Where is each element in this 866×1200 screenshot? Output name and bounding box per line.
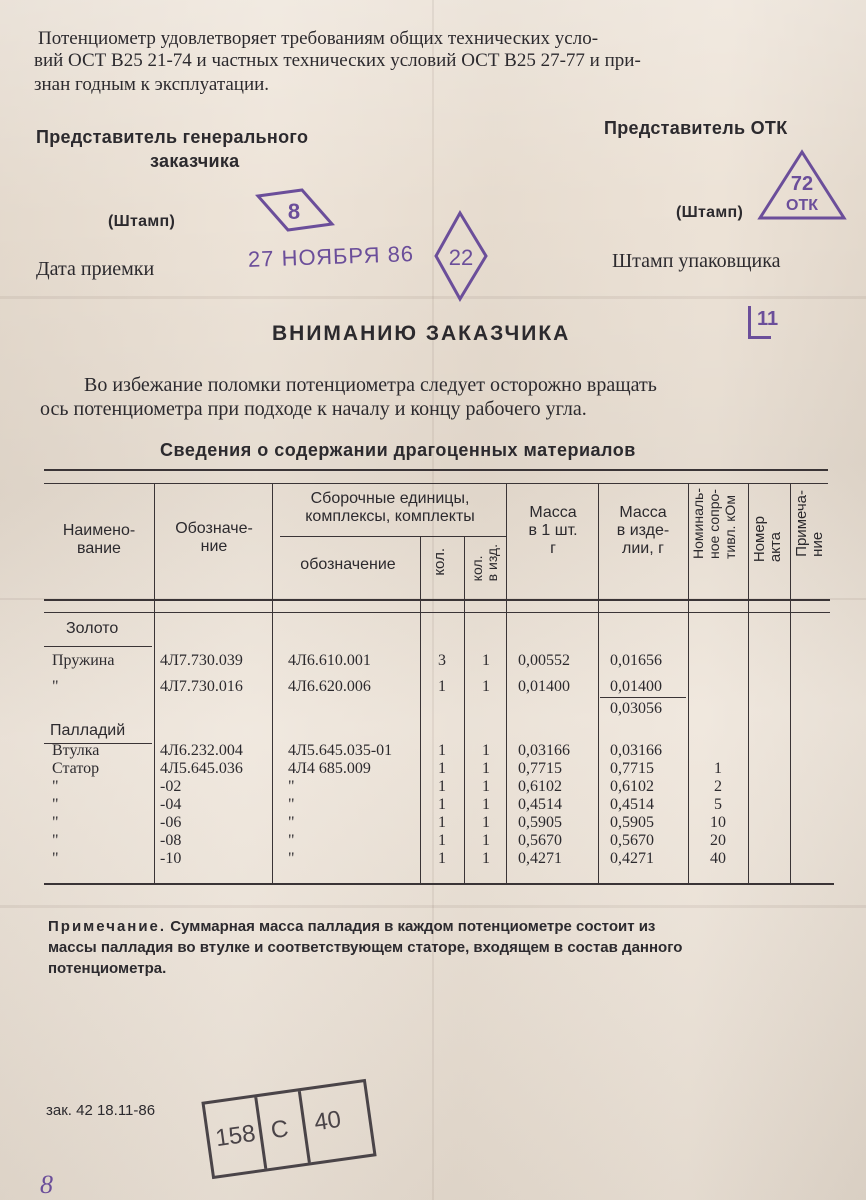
table-cell-desig: -10	[160, 850, 182, 867]
intro-line-2: вий ОСТ В25 21-74 и частных технических условий ОСТ В25 27-77 и при-	[34, 50, 641, 71]
table-cell-qi: 1	[482, 814, 490, 831]
table-cell-m1: 0,4271	[518, 850, 562, 867]
acceptance-date-label: Дата приемки	[36, 258, 155, 280]
table-cell-q: 3	[438, 652, 446, 669]
table-cell-q: 1	[438, 678, 446, 695]
table-cell-desig: -02	[160, 778, 182, 795]
table-cell-asm: 4Л6.620.006	[288, 678, 371, 695]
table-cell-m2: 0,5670	[610, 832, 654, 849]
table-cell-q: 1	[438, 778, 446, 795]
table-cell-name: Статор	[52, 760, 100, 777]
header-nominal-resistance: Номиналь- ное сопро- тивл. кОм	[690, 488, 738, 559]
table-cell-asm: "	[288, 850, 295, 867]
table-cell-m1: 0,5905	[518, 814, 562, 831]
otk-stamp-text: ОТК	[786, 197, 818, 214]
table-cell-nom: 40	[710, 850, 726, 867]
table-cell-desig: -06	[160, 814, 182, 831]
table-cell-name: "	[52, 850, 59, 867]
group-gold: Золото	[66, 620, 119, 637]
date-stamp: 27 НОЯБРЯ 86	[247, 241, 415, 272]
table-cell-asm: "	[288, 814, 295, 831]
note-line-3: потенциометра.	[48, 960, 167, 977]
table-cell-m2: 0,03166	[610, 742, 662, 759]
header-qty: кол.	[431, 548, 448, 576]
header-act-number: Номер акта	[751, 516, 784, 563]
table-cell-nom: 2	[714, 778, 722, 795]
table-cell-name: "	[52, 832, 59, 849]
table-cell-m1: 0,03166	[518, 742, 570, 759]
otk-stamp-number: 72	[790, 173, 814, 195]
table-cell-asm: "	[288, 796, 295, 813]
table-cell-m2: 0,6102	[610, 778, 654, 795]
table-cell-asm: 4Л4 685.009	[288, 760, 371, 777]
table-cell-name: Пружина	[52, 652, 115, 669]
table-cell-m1: 0,7715	[518, 760, 562, 777]
otk-triangle-stamp	[756, 148, 848, 224]
stamp-label-left: (Штамп)	[108, 213, 176, 230]
table-cell-qi: 1	[482, 778, 490, 795]
table-cell-desig: 4Л6.232.004	[160, 742, 243, 759]
attention-line-1: Во избежание поломки потенциометра следует осторожно вращать	[84, 374, 657, 396]
table-cell-m2: 0,4514	[610, 796, 654, 813]
bottom-stamp-cell-3: 40	[312, 1105, 343, 1137]
note-line-1: Примечание. Суммарная масса палладия в каждом потенциометре состоит из	[48, 918, 656, 935]
table-cell-asm: 4Л5.645.035-01	[288, 742, 393, 759]
group-palladium: Палладий	[50, 722, 126, 739]
header-name: Наимено- вание	[62, 522, 136, 557]
table-cell-asm: "	[288, 832, 295, 849]
intro-line-1: Потенциометр удовлетворяет требованиям общих технических усло-	[38, 28, 599, 49]
table-cell-m2: 0,4271	[610, 850, 654, 867]
table-cell-m2: 0,01400	[610, 678, 662, 695]
header-mass-per-piece: Масса в 1 шт. г	[528, 504, 578, 557]
small-box-stamp-number: 11	[757, 308, 779, 330]
header-mass-in-product: Масса в изде- лии, г	[616, 504, 670, 557]
table-cell-q: 1	[438, 850, 446, 867]
gold-total: 0,03056	[610, 700, 662, 717]
note-line-2: массы палладия во втулке и соответствующем статоре, входящем в состав данного	[48, 939, 683, 956]
table-cell-asm: "	[288, 778, 295, 795]
table-cell-nom: 10	[710, 814, 726, 831]
materials-title: Сведения о содержании драгоценных материалов	[160, 440, 636, 460]
header-assembly: Сборочные единицы, комплексы, комплекты	[305, 490, 475, 525]
table-cell-q: 1	[438, 760, 446, 777]
table-cell-name: "	[52, 814, 59, 831]
table-cell-name: "	[52, 678, 59, 695]
table-cell-name: "	[52, 796, 59, 813]
note-label: Примечание.	[48, 918, 167, 935]
diamond-stamp-left-number: 8	[287, 199, 301, 224]
table-cell-m2: 0,7715	[610, 760, 654, 777]
table-cell-desig: -08	[160, 832, 182, 849]
small-box-stamp	[748, 306, 779, 339]
table-cell-nom: 20	[710, 832, 726, 849]
bottom-stamp-cell-2: С	[269, 1115, 291, 1145]
table-cell-desig: -04	[160, 796, 182, 813]
table-cell-q: 1	[438, 796, 446, 813]
table-cell-q: 1	[438, 742, 446, 759]
table-cell-qi: 1	[482, 652, 490, 669]
table-cell-qi: 1	[482, 742, 490, 759]
stamp-label-right: (Штамп)	[676, 204, 744, 221]
table-cell-qi: 1	[482, 760, 490, 777]
table-cell-q: 1	[438, 832, 446, 849]
diamond-stamp-left	[254, 188, 336, 232]
table-cell-nom: 1	[714, 760, 722, 777]
customer-rep-line-1: Представитель генерального	[36, 127, 309, 147]
order-number: зак. 42 18.11-86	[46, 1102, 156, 1119]
header-qty-in-product: кол. в изд.	[469, 544, 500, 582]
table-cell-m2: 0,5905	[610, 814, 654, 831]
diamond-stamp-date-number: 22	[448, 245, 474, 270]
table-cell-qi: 1	[482, 796, 490, 813]
attention-title: ВНИМАНИЮ ЗАКАЗЧИКА	[272, 322, 571, 345]
table-cell-desig: 4Л7.730.016	[160, 678, 243, 695]
table-cell-desig: 4Л5.645.036	[160, 760, 243, 777]
diamond-stamp-date	[432, 210, 490, 302]
table-cell-asm: 4Л6.610.001	[288, 652, 371, 669]
bottom-stamp-cell-1: 158	[213, 1119, 258, 1153]
table-cell-m2: 0,01656	[610, 652, 662, 669]
table-cell-name: Втулка	[52, 742, 100, 759]
table-cell-m1: 0,5670	[518, 832, 562, 849]
table-cell-m1: 0,6102	[518, 778, 562, 795]
table-cell-m1: 0,00552	[518, 652, 570, 669]
header-remark: Примеча- ние	[793, 490, 826, 557]
table-cell-qi: 1	[482, 832, 490, 849]
table-cell-m1: 0,4514	[518, 796, 562, 813]
table-cell-qi: 1	[482, 678, 490, 695]
intro-line-3: знан годным к эксплуатации.	[34, 74, 270, 95]
otk-rep-label: Представитель ОТК	[604, 118, 788, 138]
header-assembly-designation: обозначение	[300, 556, 396, 573]
handwritten-mark: 8	[40, 1170, 53, 1199]
table-cell-nom: 5	[714, 796, 722, 813]
table-cell-qi: 1	[482, 850, 490, 867]
header-designation: Обозначе- ние	[175, 520, 253, 555]
attention-line-2: ось потенциометра при подходе к началу и концу рабочего угла.	[40, 398, 587, 420]
packer-stamp-label: Штамп упаковщика	[612, 250, 781, 272]
table-cell-name: "	[52, 778, 59, 795]
customer-rep-line-2: заказчика	[150, 151, 240, 171]
table-cell-q: 1	[438, 814, 446, 831]
table-cell-desig: 4Л7.730.039	[160, 652, 243, 669]
table-cell-m1: 0,01400	[518, 678, 570, 695]
